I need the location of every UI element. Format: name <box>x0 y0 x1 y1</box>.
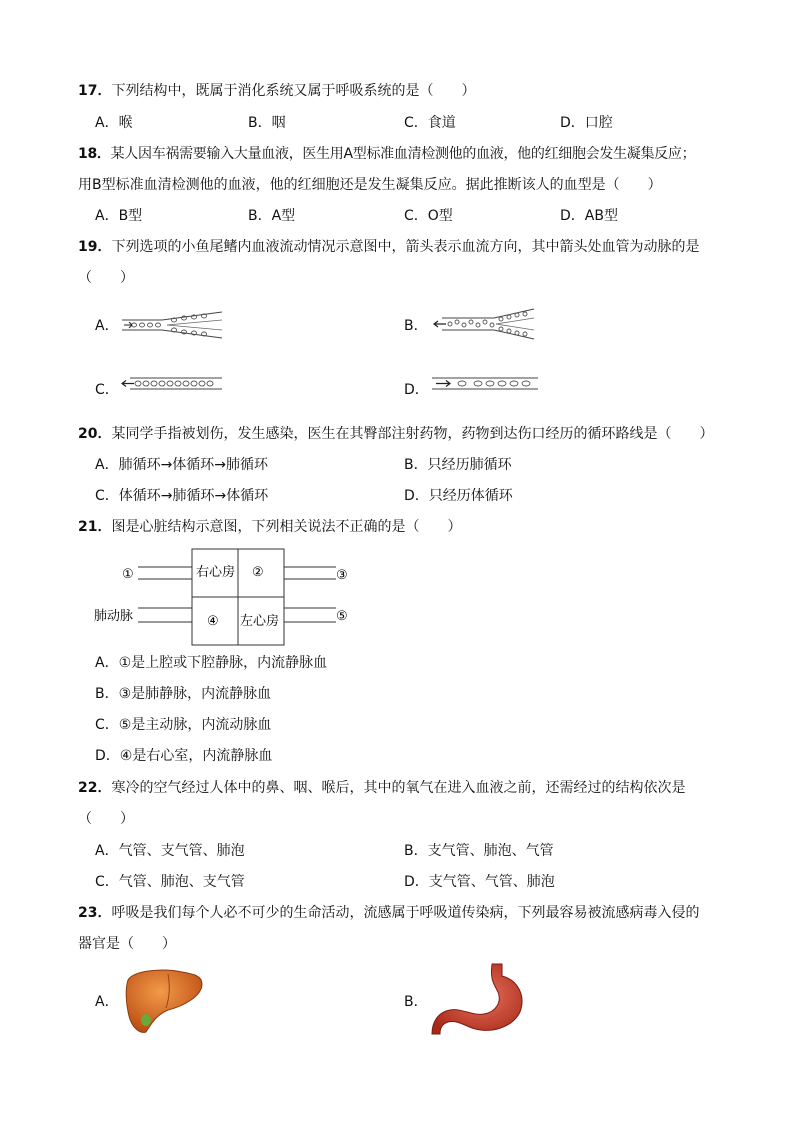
q17-option-c[interactable]: C．食道 <box>404 115 456 131</box>
q22-option-b[interactable]: B．支气管、肺泡、气管 <box>404 843 554 859</box>
question-text: 某同学手指被划伤，发生感染，医生在其臀部注射药物，药物到达伤口经历的循环路线是（ ） <box>111 426 714 442</box>
stomach-icon[interactable] <box>432 962 526 1036</box>
diagram-label-1: ① <box>122 567 134 582</box>
q22-option-d[interactable]: D．支气管、气管、肺泡 <box>404 874 555 890</box>
question-text-line1: 某人因车祸需要输入大量血液，医生用A型标准血清检测他的血液，他的红细胞会发生凝集反应； <box>110 146 696 162</box>
question-23-line2: 器官是（ ） <box>78 936 176 952</box>
diagram-left-atrium: 左心房 <box>240 614 280 629</box>
q22-option-c[interactable]: C．气管、肺泡、支气管 <box>95 874 245 890</box>
q21-option-d[interactable]: D．④是右心室，内流静脉血 <box>95 748 273 764</box>
q19-option-c[interactable]: C． <box>95 382 119 398</box>
q20-option-b[interactable]: B．只经历肺循环 <box>404 457 512 473</box>
question-text-line1: 寒冷的空气经过人体中的鼻、咽、喉后，其中的氧气在进入血液之前，还需经过的结构依次是 <box>111 780 686 796</box>
q17-option-a[interactable]: A．喉 <box>95 115 133 131</box>
q21-option-c[interactable]: C．⑤是主动脉，内流动脉血 <box>95 717 272 733</box>
question-17 <box>78 81 475 101</box>
question-text-line1: 呼吸是我们每个人必不可少的生命活动，流感属于呼吸道传染病，下列最容易被流感病毒入侵的 <box>111 905 700 921</box>
q19-option-a[interactable]: A． <box>95 318 119 334</box>
q20-option-c[interactable]: C．体循环→肺循环→体循环 <box>95 488 269 504</box>
vessel-diagram-b <box>434 308 536 340</box>
question-number: 17． <box>78 83 112 99</box>
q18-option-a[interactable]: A．B型 <box>95 208 143 224</box>
q20-option-a[interactable]: A．肺循环→体循环→肺循环 <box>95 457 269 473</box>
q22-option-a[interactable]: A．气管、支气管、肺泡 <box>95 843 245 859</box>
q18-option-d[interactable]: D．AB型 <box>560 208 618 224</box>
q18-option-c[interactable]: C．O型 <box>404 208 453 224</box>
liver-icon[interactable] <box>124 966 204 1036</box>
diagram-label-3: ③ <box>336 568 348 583</box>
question-number: 23． <box>78 905 112 921</box>
q23-option-a[interactable]: A． <box>95 994 119 1010</box>
diagram-label-2: ② <box>252 565 264 580</box>
q19-option-b[interactable]: B． <box>404 318 428 334</box>
diagram-label-4: ④ <box>207 614 219 629</box>
q17-option-d[interactable]: D．口腔 <box>560 115 613 131</box>
diagram-pulmonary-artery: 肺动脉 <box>94 609 134 624</box>
question-number: 20． <box>78 426 112 442</box>
q20-option-d[interactable]: D．只经历体循环 <box>404 488 513 504</box>
q23-option-b[interactable]: B． <box>404 994 428 1010</box>
question-number: 18． <box>78 146 111 162</box>
question-number: 21． <box>78 519 112 535</box>
question-22 <box>78 778 685 798</box>
question-text-line1: 下列选项的小鱼尾鳍内血液流动情况示意图中，箭头表示血流方向，其中箭头处血管为动脉的是 <box>111 239 700 255</box>
question-20 <box>78 424 713 444</box>
question-22-line2: （ ） <box>78 811 134 827</box>
question-text: 图是心脏结构示意图，下列相关说法不正确的是（ ） <box>111 519 462 535</box>
vessel-diagram-a <box>122 310 224 340</box>
question-number: 22． <box>78 780 112 796</box>
question-number: 19． <box>78 239 112 255</box>
question-19-line2: （ ） <box>78 270 134 286</box>
q21-option-a[interactable]: A．①是上腔或下腔静脉，内流静脉血 <box>95 655 328 671</box>
diagram-right-atrium: 右心房 <box>196 565 236 580</box>
question-18-line2: 用B型标准血清检测他的血液，他的红细胞还是发生凝集反应。据此推断该人的血型是（ ） <box>78 177 662 193</box>
q19-option-d[interactable]: D． <box>404 382 429 398</box>
heart-structure-diagram <box>92 548 354 648</box>
q17-option-b[interactable]: B．咽 <box>248 115 286 131</box>
q21-option-b[interactable]: B．③是肺静脉，内流静脉血 <box>95 686 272 702</box>
diagram-label-5: ⑤ <box>336 609 348 624</box>
question-23 <box>78 903 699 923</box>
question-21 <box>78 517 461 537</box>
question-18 <box>78 144 695 164</box>
q18-option-b[interactable]: B．A型 <box>248 208 296 224</box>
vessel-diagram-d <box>432 376 540 392</box>
question-text: 下列结构中，既属于消化系统又属于呼吸系统的是（ ） <box>111 83 476 99</box>
question-19 <box>78 237 699 257</box>
vessel-diagram-c <box>122 376 224 392</box>
